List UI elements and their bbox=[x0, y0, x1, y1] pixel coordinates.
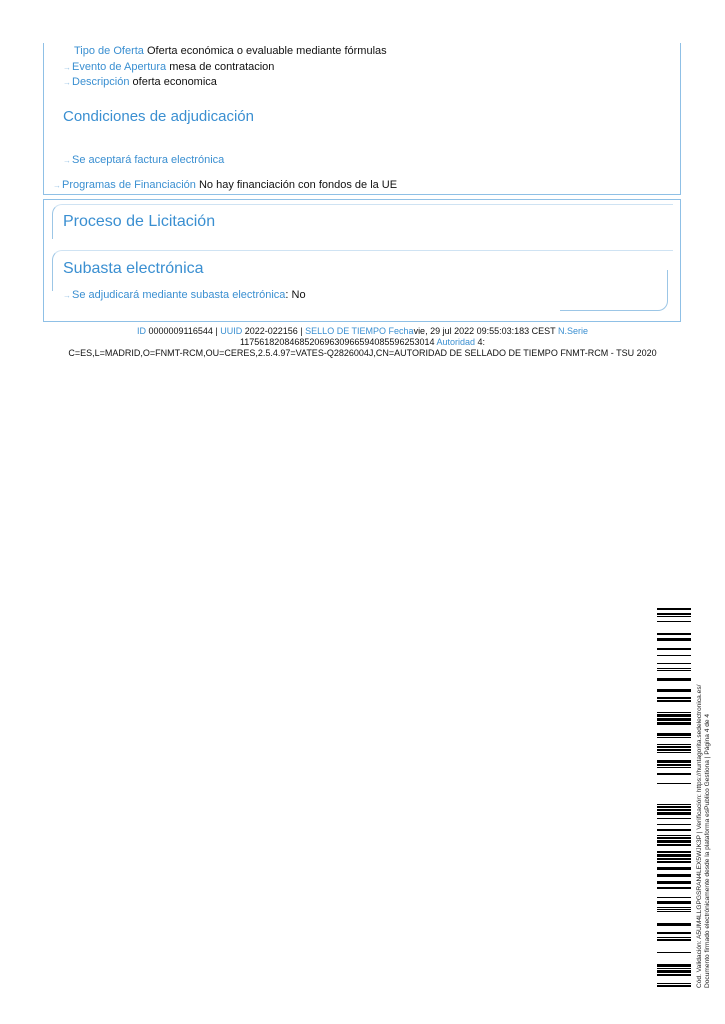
sello-label: SELLO DE TIEMPO bbox=[305, 326, 387, 336]
fecha-value: vie, 29 jul 2022 09:55:03:183 CEST bbox=[413, 326, 556, 336]
timestamp-line-2 bbox=[0, 337, 725, 347]
signature-note-line: Documento firmado electrónicamente desde la plataforma esPublico Gestiona | Página 4 de 4 bbox=[704, 713, 711, 988]
timestamp-line-1 bbox=[0, 326, 725, 336]
opening-event-label: Evento de Apertura bbox=[72, 61, 167, 73]
electronic-invoice-row bbox=[63, 154, 224, 167]
fecha-label: Fecha bbox=[388, 326, 414, 336]
id-value: 0000009116544 | bbox=[148, 326, 218, 336]
financing-value: No hay financiación con fondos de la UE bbox=[198, 179, 398, 191]
auction-row bbox=[63, 289, 306, 302]
uuid-value: 2022-022156 | bbox=[244, 326, 303, 336]
offer-type-value: Oferta económica o evaluable mediante fórmulas bbox=[146, 45, 387, 57]
serie-label: N.Serie bbox=[558, 326, 589, 336]
description-row bbox=[63, 76, 217, 89]
auction-frame-corner bbox=[560, 270, 668, 311]
bullet-arrow-icon: → bbox=[63, 63, 71, 72]
bullet-arrow-icon: → bbox=[53, 181, 61, 190]
auction-label: Se adjudicará mediante subasta electrónica bbox=[72, 289, 286, 301]
timestamp-line-3: C=ES,L=MADRID,O=FNMT-RCM,OU=CERES,2.5.4.97=VATES-Q2826004J,CN=AUTORIDAD DE SELLADO DE TIEMPO FNMT-RCM - TSU 2020 bbox=[68, 348, 657, 358]
uuid-label: UUID bbox=[220, 326, 243, 336]
description-label: Descripción bbox=[72, 76, 130, 88]
autoridad-label: Autoridad bbox=[436, 337, 476, 347]
id-label: ID bbox=[136, 326, 146, 336]
bullet-arrow-icon: → bbox=[63, 291, 71, 300]
validation-barcode bbox=[657, 608, 691, 988]
validation-stamp bbox=[696, 685, 712, 988]
autoridad-value: 4: bbox=[477, 337, 486, 347]
bullet-arrow-icon: → bbox=[63, 156, 71, 165]
financing-label: Programas de Financiación bbox=[62, 179, 196, 191]
auction-value: : No bbox=[285, 289, 306, 301]
award-conditions-heading: Condiciones de adjudicación bbox=[63, 108, 254, 125]
offer-type-row bbox=[74, 45, 387, 58]
description-value: oferta economica bbox=[132, 76, 217, 88]
financing-row bbox=[53, 179, 397, 192]
offer-type-label: Tipo de Oferta bbox=[74, 45, 144, 57]
validation-code-line: Cód. Validación: A5UM4LLGPGSRAN4LEX5WJK3P | Verificación: https://huntagorita.sedelectronica.es/ bbox=[696, 684, 703, 988]
opening-event-value: mesa de contratacion bbox=[169, 61, 275, 73]
opening-event-row bbox=[63, 61, 274, 74]
auction-heading: Subasta electrónica bbox=[63, 260, 204, 277]
electronic-invoice-label: Se aceptará factura electrónica bbox=[72, 154, 225, 166]
bullet-arrow-icon: → bbox=[63, 78, 71, 87]
tender-process-heading: Proceso de Licitación bbox=[63, 213, 216, 230]
serie-value: 117561820846852069630966594085596253014 bbox=[239, 337, 435, 347]
